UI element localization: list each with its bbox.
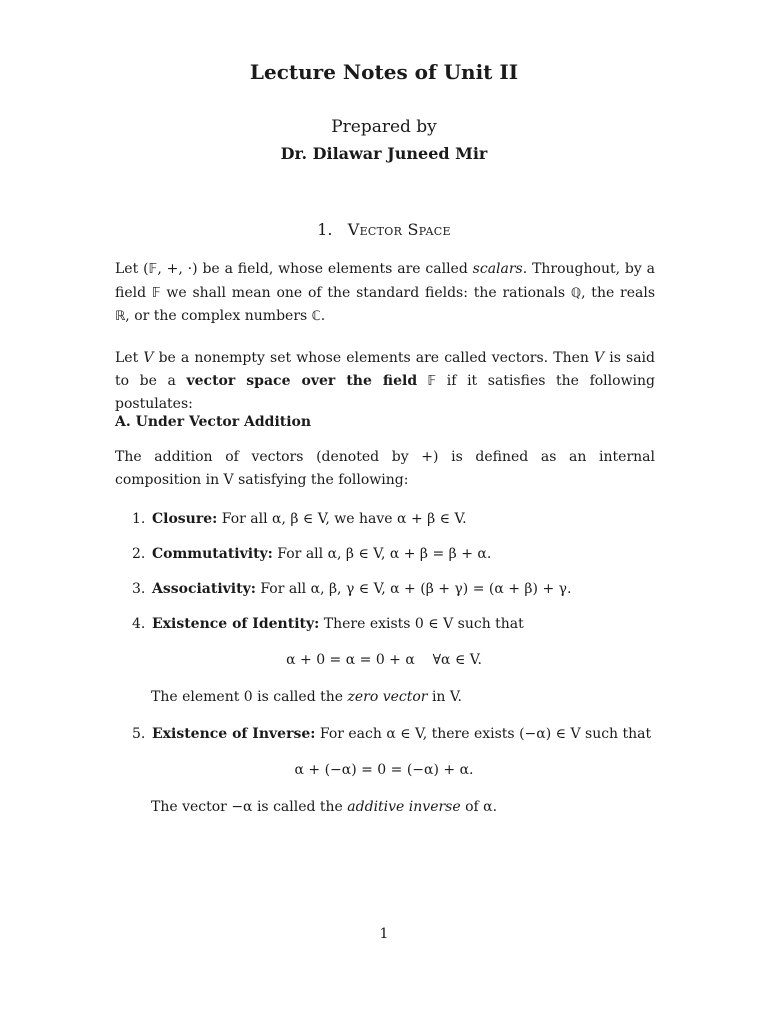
author-name: Dr. Dilawar Juneed Mir [280, 144, 488, 163]
list-item: 5. Existence of Inverse: For each α ∈ V, there exists (−α) ∈ V such that [132, 726, 652, 742]
prepared-by-label: Prepared by [331, 117, 437, 137]
paragraph-field-definition: Let (𝔽, +, ·) be a field, whose elements are called scalars. Throughout, by a field 𝔽 we shall mean one of the standard fields: the rationals ℚ, the reals ℝ, or the complex numbers ℂ. [115, 261, 656, 324]
list-item: 4. Existence of Identity: There exists 0 ∈ V such that [132, 616, 524, 632]
list-item: 3. Associativity: For all α, β, γ ∈ V, α + (β + γ) = (α + β) + γ. [132, 581, 572, 597]
paragraph-vector-space-definition: Let V be a nonempty set whose elements are called vectors. Then V is said to be a vector space over the field 𝔽 if it satisfies the following postulates: [115, 350, 656, 412]
additive-inverse-note: The vector −α is called the additive inverse of α. [151, 799, 498, 815]
section-title: Vector Space [347, 220, 451, 239]
list-item: 1. Closure: For all α, β ∈ V, we have α + β ∈ V. [132, 511, 467, 527]
page-number: 1 [379, 926, 389, 942]
document-title: Lecture Notes of Unit II [249, 60, 519, 84]
subheading-vector-addition: A. Under Vector Addition [115, 414, 312, 430]
list-item: 2. Commutativity: For all α, β ∈ V, α + β = β + α. [132, 546, 492, 562]
inverse-equation: α + (−α) = 0 = (−α) + α. [294, 762, 474, 778]
zero-vector-note: The element 0 is called the zero vector in V. [151, 689, 463, 705]
identity-equation: α + 0 = α = 0 + α ∀α ∈ V. [286, 652, 482, 668]
paragraph-addition-intro: The addition of vectors (denoted by +) is defined as an internal composition in V satisfying the following: [115, 449, 655, 488]
section-heading [0, 220, 768, 239]
section-number: 1. [317, 220, 333, 239]
